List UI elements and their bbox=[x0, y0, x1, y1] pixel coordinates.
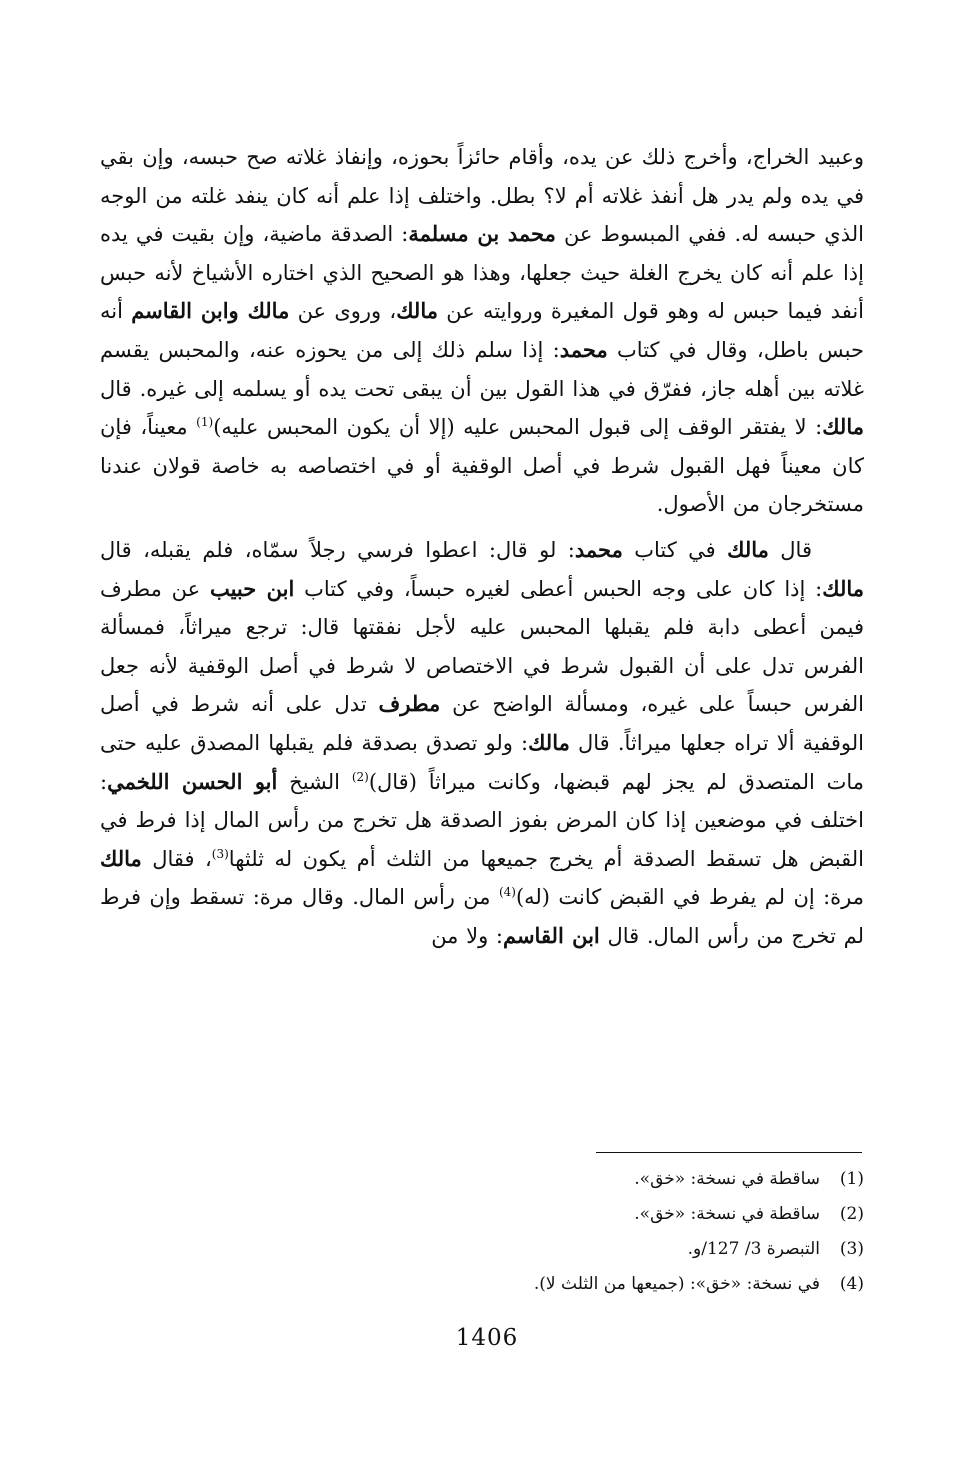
paragraph bbox=[100, 531, 864, 956]
footnote-number: (4) bbox=[839, 1274, 864, 1294]
text-run: وعبيد الخراج، وأخرج ذلك عن يده، وأقام حائزاً بحوزه، وإنفاذ غلاته صح حبسه، وإن بقي في يده ولم يدر هل أنفذ غلاته أم لا؟ بطل. واختلف إذا علم أنه كان ينفد غلته من الوجه الذي حبسه له. ففي المبسوط عن bbox=[100, 145, 864, 247]
text-run: : ولو تصدق بصدقة فلم يقبلها المصدق عليه حتى مات المتصدق لم يجز لهم قبضها، وكانت ميراثاً (قال) bbox=[100, 730, 865, 794]
text-run: مرة: إن لم يفرط في القبض كانت (له) bbox=[515, 885, 865, 910]
footnote-marker: (3) bbox=[211, 846, 229, 861]
footnote-text: التبصرة 3/ 127/و. bbox=[687, 1239, 820, 1259]
scholar-name: مطرف bbox=[378, 691, 441, 717]
paragraph bbox=[100, 138, 864, 524]
scholar-name: مالك bbox=[822, 414, 864, 440]
text-run: : الصدقة ماضية، وإن بقيت في يده إذا علم أنه كان يخرج الغلة حيث جعلها، وهذا هو الصحيح الذي اختاره الأشياخ لأنه حبس أنفد فيما حبس له وهو قول المغيرة وروايته عن bbox=[100, 222, 864, 324]
scholar-name: مالك وابن القاسم bbox=[131, 298, 290, 324]
text-run: ، فقال bbox=[141, 846, 212, 871]
scholar-name: أبو الحسن اللخمي bbox=[107, 768, 278, 794]
footnote-number: (3) bbox=[839, 1239, 864, 1259]
text-run: أنه حبس باطل، وقال في كتاب bbox=[100, 299, 864, 362]
text-run: الشيخ bbox=[277, 769, 352, 794]
footnote bbox=[100, 1162, 864, 1197]
scholar-name: ابن القاسم bbox=[502, 922, 600, 948]
text-run: قال bbox=[768, 537, 812, 562]
text-run: : إذا كان على وجه الحبس أعطى لغيره حبساً، وفي كتاب bbox=[294, 576, 823, 601]
scholar-name: ابن حبيب bbox=[209, 575, 295, 601]
footnote-number: (2) bbox=[839, 1204, 864, 1224]
footnote-text: في نسخة: «خق»: (جميعها من الثلث لا). bbox=[533, 1274, 820, 1294]
scholar-name: مالك bbox=[396, 298, 438, 324]
scholar-name: مالك bbox=[727, 536, 769, 562]
text-run: عن مطرف فيمن أعطى دابة فلم يقبلها المحبس عليه لأجل نفقتها قال: ترجع ميراثاً، فمسألة الفرس تدل على أن القبول شرط في الاختصاص لا شرط في أصل الوقفية لأنه جعل الفرس حبساً على غيره، ومسألة الواضح عن bbox=[100, 576, 864, 717]
footnote bbox=[100, 1197, 864, 1232]
text-run: معيناً، فإن كان معيناً فهل القبول شرط في أصل الوقفية أو في اختصاصه به خاصة قولان عندنا مستخرجان من الأصول. bbox=[100, 415, 864, 517]
text-run: : لو قال: اعطوا فرسي رجلاً سمّاه، فلم يقبله، قال bbox=[100, 537, 575, 562]
text-run: : ولا من bbox=[431, 923, 503, 948]
text-run: في كتاب bbox=[622, 537, 728, 562]
page-number: 1406 bbox=[455, 1325, 519, 1351]
scholar-name: محمد bbox=[559, 336, 608, 362]
text-run: تدل على أنه شرط في أصل الوقفية ألا تراه جعلها ميراثاً. قال bbox=[100, 692, 865, 755]
text-run: : لا يفتقر الوقف إلى قبول المحبس عليه (إلا أن يكون المحبس عليه) bbox=[213, 415, 823, 440]
footnote-number: (1) bbox=[839, 1169, 864, 1189]
text-run: ، وروى عن bbox=[289, 299, 397, 324]
footnote-marker: (2) bbox=[351, 769, 369, 784]
footnote bbox=[100, 1232, 864, 1267]
footnote-text: ساقطة في نسخة: «خق». bbox=[634, 1169, 820, 1189]
main-text bbox=[100, 138, 864, 955]
scholar-name: محمد bbox=[574, 536, 623, 562]
footnote-marker: (1) bbox=[196, 415, 214, 430]
footnotes bbox=[100, 1162, 864, 1302]
footnote-marker: (4) bbox=[498, 885, 516, 900]
footnote-text: ساقطة في نسخة: «خق». bbox=[634, 1204, 820, 1224]
text-run: من رأس المال. وقال مرة: تسقط وإن فرط لم تخرج من رأس المال. قال bbox=[100, 885, 864, 948]
scholar-name: مالك bbox=[528, 729, 570, 755]
footnote bbox=[100, 1267, 864, 1302]
text-run: : اختلف في موضعين إذا كان المرض بفوز الصدقة هل تخرج من رأس المال إذا فرط في القبض هل تسقط الصدقة أم يخرج جميعها من الثلث أم يكون له ثلثها bbox=[100, 769, 864, 871]
footnote-separator bbox=[596, 1152, 862, 1153]
scholar-name: محمد بن مسلمة bbox=[408, 221, 556, 247]
scholar-name: مالك bbox=[822, 575, 864, 601]
text-run: : إذا سلم ذلك إلى من يحوزه عنه، والمحبس يقسم غلاته بين أهله جاز، ففرّق في هذا القول بين أن يبقى تحت يده أو يسلمه إلى غيره. قال bbox=[100, 337, 864, 401]
scholar-name: مالك bbox=[100, 845, 142, 871]
